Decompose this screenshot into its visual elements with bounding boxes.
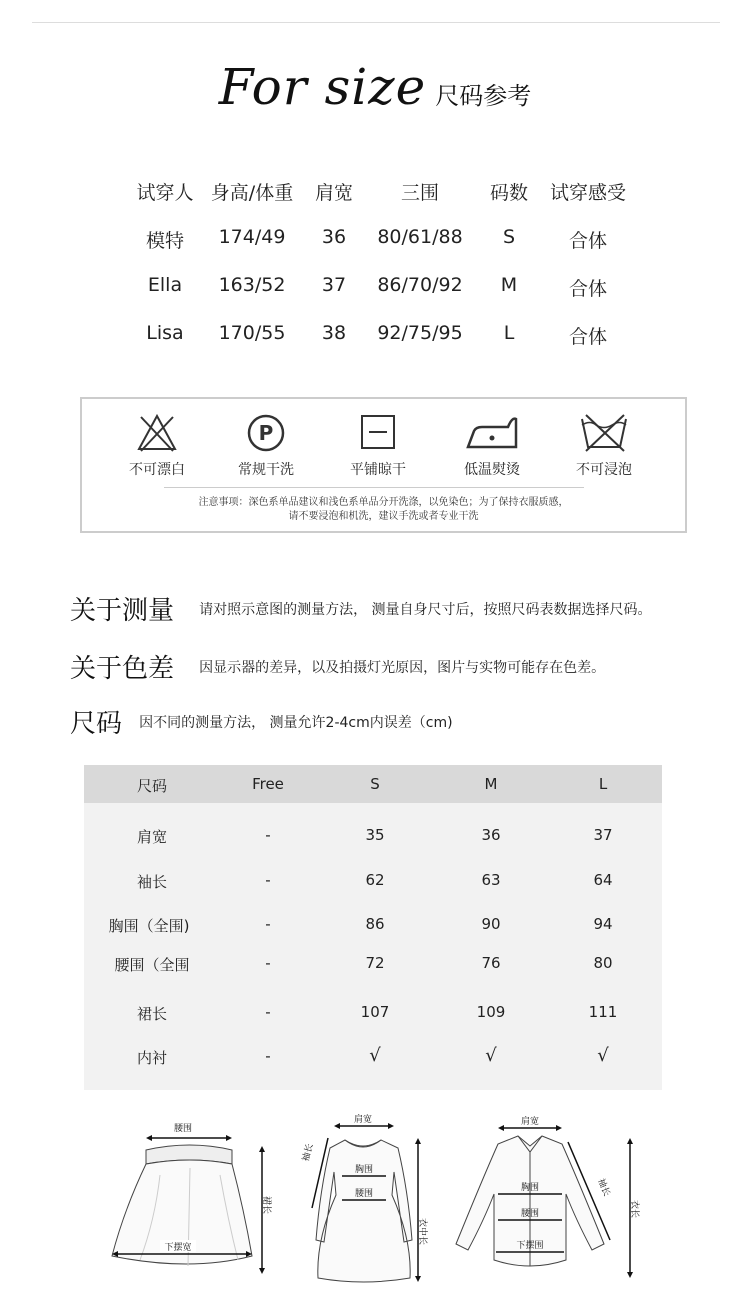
size-table [84, 765, 662, 1090]
size-cell: 111 [588, 1003, 618, 1021]
fit-header: 试穿人 [136, 182, 194, 204]
care-item [323, 411, 433, 479]
care-note-line: 请不要浸泡和机洗，建议手洗或者专业干洗 [288, 511, 479, 522]
section-heading: 尺码 [70, 709, 123, 739]
shirt-hem-label: 下摆围 [516, 1241, 544, 1251]
shirt-chest-label: 胸围 [520, 1183, 540, 1193]
dry-clean-icon [244, 411, 288, 455]
fit-cell: M [500, 274, 518, 296]
care-item [102, 411, 212, 479]
size-cell: 62 [365, 871, 385, 889]
shirt-length-label: 衣长 [629, 1200, 639, 1219]
size-cell: 109 [476, 1003, 506, 1021]
skirt-length-label: 裙长 [261, 1196, 271, 1215]
fit-cell: 36 [321, 226, 347, 248]
title-script: For size [218, 58, 427, 116]
size-cell: 37 [593, 826, 613, 844]
fit-cell: 合体 [568, 278, 608, 300]
no-soak-icon [578, 411, 630, 455]
size-cell: 64 [593, 871, 613, 889]
care-item [437, 411, 547, 479]
fit-cell: 170/55 [218, 322, 286, 344]
size-cell: √ [597, 1045, 609, 1066]
skirt-hem-label: 下摆宽 [164, 1243, 192, 1253]
fit-cell: 92/75/95 [377, 322, 463, 344]
fit-cell: 模特 [145, 230, 185, 252]
fit-cell: 86/70/92 [377, 274, 463, 296]
title-cn: 尺码参考 [435, 82, 532, 110]
care-label: 不可漂白 [129, 462, 185, 478]
care-item [211, 411, 321, 479]
flat-dry-icon [356, 411, 400, 455]
care-instructions [80, 397, 687, 533]
size-header: L [598, 775, 608, 793]
dress-chest-label: 胸围 [354, 1165, 374, 1175]
fit-header: 试穿感受 [549, 182, 627, 204]
fit-cell: S [502, 226, 516, 248]
size-cell: 裙长 [136, 1005, 168, 1023]
section-desc: 请对照示意图的测量方法， 测量自身尺寸后，按照尺码表数据选择尺码。 [199, 601, 652, 618]
fit-cell: 合体 [568, 230, 608, 252]
care-label: 常规干洗 [238, 462, 294, 478]
fit-header-row [0, 178, 750, 218]
fit-row [0, 274, 750, 314]
section-color [70, 648, 605, 685]
size-cell: 76 [481, 954, 501, 972]
dress-shoulder-label: 肩宽 [353, 1115, 373, 1125]
care-label: 不可浸泡 [576, 462, 632, 478]
dress-diagram [299, 1113, 429, 1282]
fit-cell: 38 [321, 322, 347, 344]
size-cell: 63 [481, 871, 501, 889]
fit-row [0, 322, 750, 362]
fit-cell: 37 [321, 274, 347, 296]
fit-cell: 163/52 [218, 274, 286, 296]
care-divider [164, 487, 584, 488]
fit-cell: 合体 [568, 326, 608, 348]
svg-text:P: P [258, 421, 274, 445]
size-cell: 36 [481, 826, 501, 844]
fit-header: 码数 [489, 182, 529, 204]
dress-sleeve-label: 袖长 [301, 1142, 316, 1163]
size-cell: - [265, 1003, 271, 1021]
fit-cell: L [503, 322, 515, 344]
section-size [70, 703, 453, 740]
fit-cell: Lisa [146, 322, 184, 344]
size-header: Free [252, 775, 284, 793]
care-label: 平铺晾干 [350, 462, 406, 478]
dress-waist-label: 腰围 [354, 1189, 374, 1199]
page-title [0, 58, 750, 116]
size-cell: 72 [365, 954, 385, 972]
fit-cell: 174/49 [218, 226, 286, 248]
care-label: 低温熨烫 [464, 462, 520, 478]
size-cell: 90 [481, 915, 501, 933]
size-cell: √ [369, 1045, 381, 1066]
fit-row [0, 226, 750, 266]
measurement-diagrams [0, 1100, 750, 1299]
size-cell: 肩宽 [136, 828, 168, 846]
section-measure [70, 590, 652, 627]
size-cell: 80 [593, 954, 613, 972]
size-cell: 86 [365, 915, 385, 933]
skirt-diagram [112, 1122, 272, 1274]
size-table-header [84, 765, 662, 803]
fit-header: 身高/体重 [210, 182, 294, 204]
size-cell: - [265, 954, 271, 972]
shirt-waist-label: 腰围 [520, 1209, 540, 1219]
dress-length-label: 衣中长 [417, 1218, 427, 1246]
size-header: M [484, 775, 498, 793]
section-desc: 因不同的测量方法， 测量允许2-4cm内误差（cm) [139, 714, 453, 731]
care-note [82, 496, 685, 524]
shirt-diagram [456, 1115, 641, 1278]
size-cell: - [265, 915, 271, 933]
no-bleach-icon [135, 411, 179, 455]
top-divider [32, 22, 720, 23]
size-header: S [370, 775, 380, 793]
size-cell: 袖长 [136, 873, 168, 891]
fit-header: 三围 [400, 182, 440, 204]
size-cell: - [265, 826, 271, 844]
size-cell: 内衬 [136, 1049, 168, 1067]
fit-header: 肩宽 [314, 182, 354, 204]
shirt-shoulder-label: 肩宽 [520, 1117, 540, 1127]
shirt-sleeve-label: 袖长 [595, 1177, 612, 1198]
skirt-waist-label: 腰围 [173, 1124, 193, 1134]
size-header: 尺码 [136, 777, 168, 795]
section-heading: 关于测量 [70, 596, 175, 626]
size-cell: √ [485, 1045, 497, 1066]
fit-cell: 80/61/88 [377, 226, 463, 248]
section-heading: 关于色差 [70, 654, 175, 684]
care-note-line: 注意事项：深色系单品建议和浅色系单品分开洗涤，以免染色；为了保持衣服质感， [198, 497, 569, 508]
size-cell: 35 [365, 826, 385, 844]
fit-cell: Ella [147, 274, 183, 296]
size-cell: 107 [360, 1003, 390, 1021]
size-cell: - [265, 871, 271, 889]
size-cell: 胸围（全围) [108, 917, 190, 935]
size-cell: 腰围（全围 [114, 956, 190, 974]
size-cell: 94 [593, 915, 613, 933]
care-item [549, 411, 659, 479]
size-cell: - [265, 1047, 271, 1065]
low-iron-icon [462, 411, 522, 455]
section-desc: 因显示器的差异，以及拍摄灯光原因，图片与实物可能存在色差。 [199, 659, 606, 676]
